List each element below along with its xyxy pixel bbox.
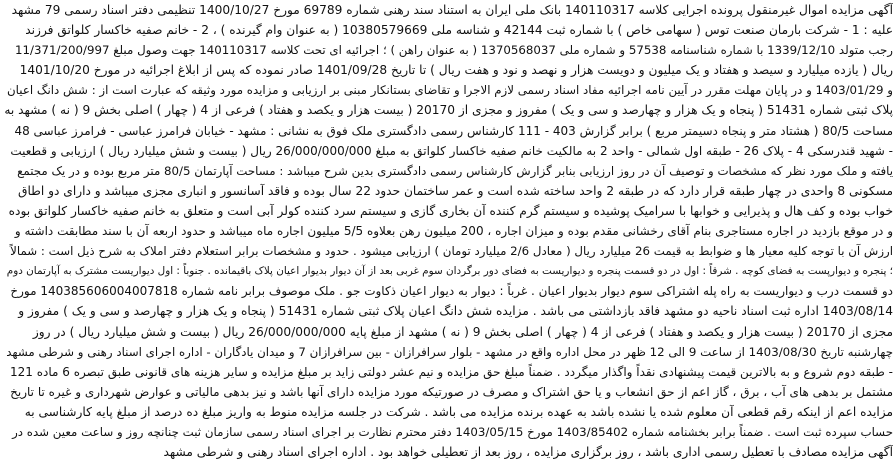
notice-line-21: مزایده اعم از اینکه رقم قطعی آن معلوم شده یا نشده باشد به عهده برنده مزایده می باشد . شرکت در جلسه مزایده منوط به واریز مبلغ ده درصد از مبلغ پایه کارشناسی به (24, 404, 893, 419)
notice-line-17: مجزی از 20170 ( بیست هزار و یکصد و هفتاد ) فرعی از 4 ( چهار ) اصلی بخش 9 ( نه ) مشهد از مبلغ پایه 26/000/000/000 ریال ( بیست و شش میلیارد ریال ) در روز (32, 324, 893, 339)
notice-line-4: ریال ( یازده میلیارد و سیصد و هفتاد و یک میلیون و دویست هزار و نهصد و نود و هفت ریال ) تا تاریخ 1401/09/28 صادر نموده که پس از ابلاغ اجرائیه در مورخ 1401/10/20 (19, 63, 893, 78)
notice-line-13: ارزش آن با توجه کلیه معیار ها و ضوابط به قیمت 26 میلیارد ریال ( معادل 2/6 میلیارد تومان ) ارزیابی میشود . حدود و مشخصات برابر استعلام دفتر املاک به شرح ذیل است : شمالاً (10, 244, 893, 259)
notice-line-10: مسکونی 8 واحدی در چهار طبقه قرار دارد که در طبقه 2 واحد ساخته شده است و عمر ساختمان حدود 22 سال بوده و فاقد آسانسور و انباری مجزی میباشد و دارای دو اطاق (17, 183, 893, 198)
notice-line-12: و در موقع بازدید در اجاره مستاجری بنام آقای رخشانی مقدم بوده و میزان اجاره ، 200 میلیون رهن بعلاوه 5/5 میلیون اجاره ماه میباشد و حدود اربعه آن با سند مطابقت داشته و (14, 224, 893, 239)
notice-line-5: و 1403/01/29 و در پایان مهلت مقرر در آیین نامه اجرائیه مفاد اسناد رسمی لازم الاجرا و تقاضای بستانکار مبنی بر ارزیابی و مزایده مورد وثیقه که عبارت است از : شش دانگ اعیان (7, 83, 893, 98)
notice-line-2: علیه : 1 - شرکت بارمان صنعت توس ( سهامی خاص ) با شماره ثبت 42144 و شناسه ملی 10380579669 ( به عنوان وام گیرنده ) ، 2 - خانم صفیه خاکسار کلواتق فرزند (25, 23, 893, 38)
notice-line-6: پلاک ثبتی شماره 51431 ( پنجاه و یک هزار و چهارصد و سی و یک ) مفروز و مجزی از 20170 ( بیست هزار و یکصد و هفتاد ) فرعی از 4 ( چهار ) اصلی بخش 9 ( نه ) مشهد به (4, 103, 893, 118)
notice-line-15: دو قسمت درب و دیواریست به راه پله اشتراکی سوم دیوار بدیوار اعیان . غرباً : دیوار به دیوار اعیان ذکاوت جو . ملک موصوف برابر نامه شماره 140385606004007818 مورخ (10, 284, 893, 299)
notice-line-14: ؛ پنجره و دیوارپست به فضای کوچه . شرقاً : اول در دو قسمت پنجره و دیواریست به فضای دور برگردان سوم غربی بعد از آن دیوار بدیوار اعیان پلاک باقیمانده . جنوباً : اول دیواریست مشترک به آپارتمان دوم (6, 265, 893, 278)
notice-line-7: مساحت 80/5 ( هشتاد متر و پنجاه دسیمتر مربع ) برابر گزارش 403 - 111 کارشناس رسمی دادگستری ملک فوق به نشانی : مشهد - خیابان فرامرز عباسی - فرامرز عباسی 48 (14, 123, 893, 138)
notice-line-11: خواب بوده و کف هال و پذیرایی و خوابها با سرامیک پوشیده و سیستم گرم کننده آن بخاری گازی و سیستم سرد کننده کولر آبی است و متعلق به خانم صفیه خاکسار کلواتق بوده (8, 203, 893, 218)
notice-line-19: - طبقه دوم شروع و به بالاترین قیمت پیشنهادی نقداً واگذار میگردد . ضمناً مبلغ حق مزایده و نیم عشر دولتی زاید بر مبلغ مزایده و سایر هزینه های قانونی طبق تبصره 6 ماده 121 (10, 364, 893, 379)
notice-line-23: آگهی مزایده مصادف با تعطیل رسمی اداری باشد ، روز برگزاری مزایده ، روز بعد از تعطیلی خواهد بود . اداره اجرای اسناد رهنی و شرطی مشهد (163, 445, 893, 460)
notice-line-9: یافته و ملک مورد نظر که مشخصات و توصیف آن در روز ارزیابی بنابر گزارش کارشناس رسمی دادگستری بدین شرح میباشد : مساحت آپارتمان 80/5 متر مربع بوده و در یک مجتمع (17, 163, 893, 178)
notice-line-8: - شهید قندرسکی 4 - پلاک 26 - طبقه اول شمالی - واحد 2 به مالکیت خانم صفیه خاکسار کلواتق به مبلغ 26/000/000/000 ریال ( بیست و شش میلیارد ریال ) ارزیابی و قطعیت (10, 143, 893, 158)
notice-line-20: مشتمل بر بدهی های آب ، برق ، گاز اعم از حق انشعاب و یا حق اشتراک و مصرف در صورتیکه مورد مزایده دارای آنها باشد و نیز بدهی مالیاتی و عوارض شهرداری و غیره تا تاریخ (10, 384, 893, 399)
notice-line-1: آگهی مزایده اموال غیرمنقول پرونده اجرایی کلاسه 140110317 بانک ملی ایران به استناد سند رهنی شماره 69789 مورخ 1400/10/27 تنظیمی دفتر اسناد رسمی 79 مشهد (11, 3, 893, 17)
notice-line-18: چهارشنبه تاریخ 1403/08/30 از ساعت 9 الی 12 ظهر در محل اداره واقع در مشهد - بلوار سرافرازان - بین سرافرازان 7 و میدان یادگاران - اداره اجرای اسناد رهنی و شرطی مشهد (6, 344, 893, 359)
notice-line-3: رجب متولد 1339/12/10 با شماره شناسنامه 57538 و شماره ملی 1370568037 ( به عنوان راهن ) ؛ اجرائیه ای تحت کلاسه 140110317 جهت وصول مبلغ 11/371/200/997 (15, 43, 893, 58)
notice-line-22: حساب سپرده ثبت است . ضمناً برابر بخشنامه شماره 1403/85402 مورخ 1403/05/15 دفتر محترم نظارت بر اجرای اسناد رسمی سازمان ثبت چنانچه روز و ساعت معین شده در (12, 424, 893, 439)
notice-line-16: 1403/08/14 اداره ثبت اسناد ناحیه دو مشهد فاقد بازداشتی می باشد . مزایده شش دانگ اعیان پلاک ثبتی شماره 51431 ( پنجاه و یک هزار و چهارصد و سی و یک ) مفروز و (18, 304, 893, 319)
